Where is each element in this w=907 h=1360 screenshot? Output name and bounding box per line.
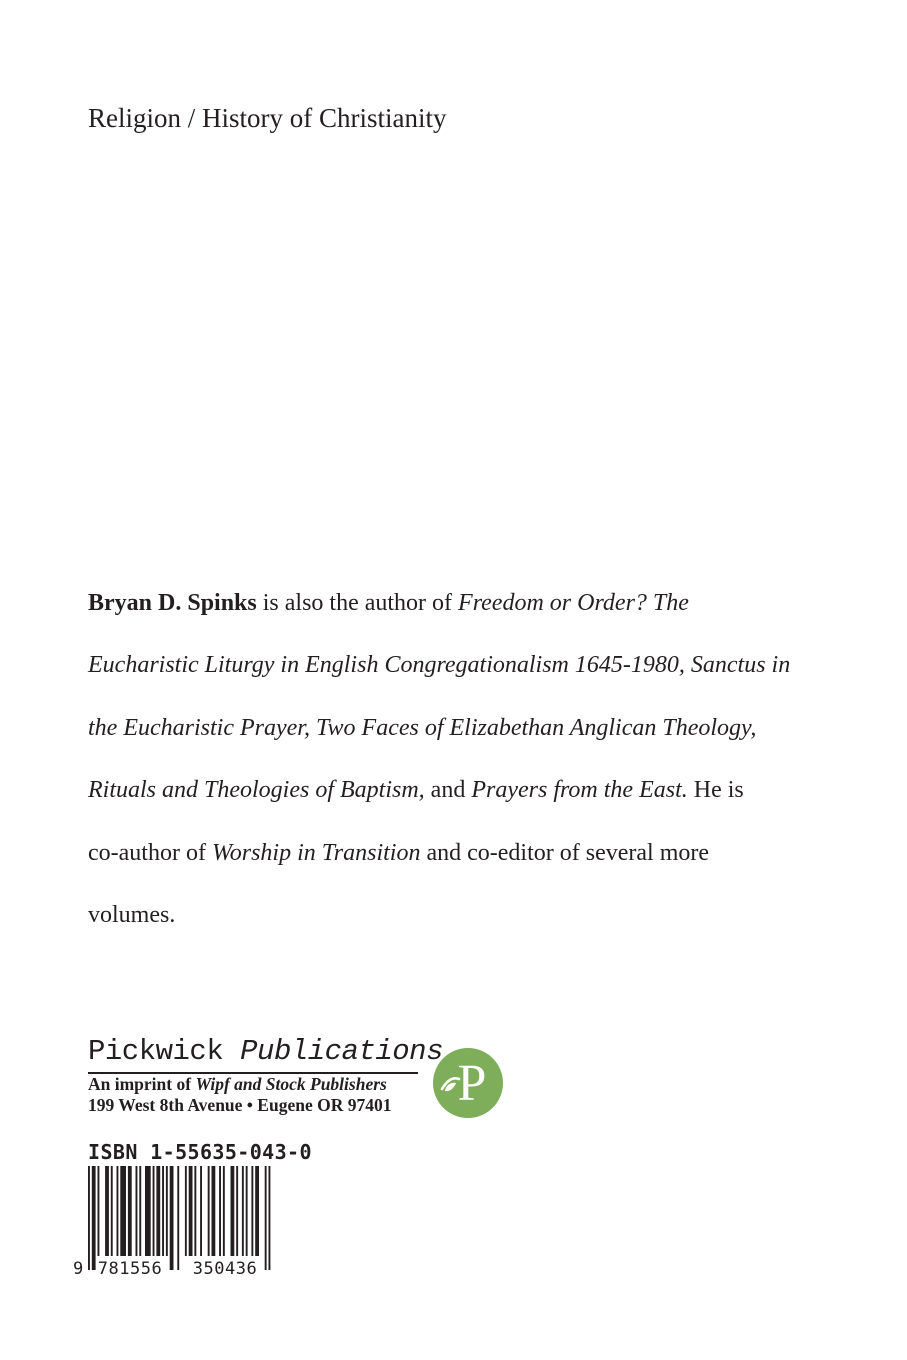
publisher-block	[88, 1034, 443, 1116]
bio-line	[88, 697, 793, 759]
barcode-bar	[231, 1166, 235, 1256]
bio-text: is also the author of	[256, 590, 459, 616]
barcode-bar	[156, 1166, 160, 1256]
barcode-bar	[98, 1166, 100, 1256]
publisher-address: 199 West 8th Avenue • Eugene OR 97401	[88, 1095, 392, 1115]
barcode-bar	[139, 1166, 141, 1256]
logo-letter: P	[457, 1055, 487, 1112]
barcode-bar	[269, 1166, 271, 1270]
barcode-bar	[105, 1166, 109, 1256]
barcode-bar	[246, 1166, 248, 1256]
barcode-bar	[194, 1166, 196, 1256]
barcode-bar	[236, 1166, 238, 1256]
barcode-bar	[200, 1166, 202, 1256]
publisher-name	[88, 1034, 443, 1070]
bio-text: and co-editor of several more	[420, 839, 710, 866]
barcode-bar	[162, 1166, 164, 1256]
book-title: Prayers from the East.	[471, 777, 688, 804]
barcode-bar	[117, 1166, 119, 1256]
bio-text: volumes.	[88, 902, 176, 929]
barcode-bar	[177, 1166, 179, 1270]
barcode-bar	[223, 1166, 225, 1256]
barcode-bar	[185, 1166, 187, 1256]
barcode-bar	[255, 1166, 259, 1256]
barcode-bar	[189, 1166, 193, 1256]
bio-line	[88, 822, 793, 884]
barcode-bar	[251, 1166, 253, 1256]
barcode-bar	[111, 1166, 113, 1256]
barcode-bar	[145, 1166, 151, 1256]
imprint-prefix: An imprint of	[88, 1074, 196, 1094]
book-title: Worship in Transition	[211, 839, 421, 866]
imprint-name: Wipf and Stock Publishers	[195, 1074, 387, 1094]
barcode-bar	[128, 1166, 132, 1256]
category-label: Religion / History of Christianity	[88, 103, 447, 133]
barcode-digit-first: 9	[73, 1259, 84, 1276]
author-name: Bryan D. Spinks	[88, 590, 257, 616]
book-title: Freedom or Order? The	[458, 590, 689, 616]
bio-line	[88, 759, 793, 821]
author-bio	[88, 572, 793, 946]
publisher-imprint	[88, 1074, 423, 1095]
book-title: the Eucharistic Prayer, Two Faces of Elizabethan Anglican Theology,	[88, 714, 757, 741]
publisher-name-roman: Pickwick	[88, 1035, 224, 1068]
barcode-bar	[153, 1166, 155, 1256]
barcode-bar	[136, 1166, 138, 1256]
book-title: Eucharistic Liturgy in English Congregationalism 1645-1980, Sanctus in	[88, 652, 791, 679]
barcode-bar	[120, 1166, 126, 1256]
bio-line	[88, 884, 793, 946]
barcode-bar	[166, 1166, 168, 1256]
barcode-digits-left: 781556	[97, 1259, 163, 1276]
book-title: Rituals and Theologies of Baptism,	[88, 777, 425, 804]
bio-text: co-author of	[88, 839, 212, 866]
isbn-label: ISBN 1-55635-043-0	[88, 1140, 312, 1164]
barcode-bar	[219, 1166, 221, 1256]
barcode-bar	[92, 1166, 96, 1270]
barcode-bar	[265, 1166, 267, 1270]
bio-text: and	[424, 777, 472, 804]
barcode-bar	[208, 1166, 210, 1256]
barcode-digits-right: 350436	[192, 1259, 258, 1276]
barcode-icon	[70, 1166, 280, 1276]
publisher-name-italic: Publications	[240, 1035, 443, 1068]
barcode-bar	[242, 1166, 244, 1256]
barcode-bar	[88, 1166, 90, 1270]
barcode-bars	[88, 1166, 270, 1270]
barcode-bar	[170, 1166, 174, 1270]
bio-text: He is	[687, 777, 744, 804]
bio-line	[88, 572, 793, 634]
bio-line	[88, 634, 793, 696]
publisher-logo-icon	[432, 1047, 504, 1119]
barcode-bar	[212, 1166, 216, 1256]
